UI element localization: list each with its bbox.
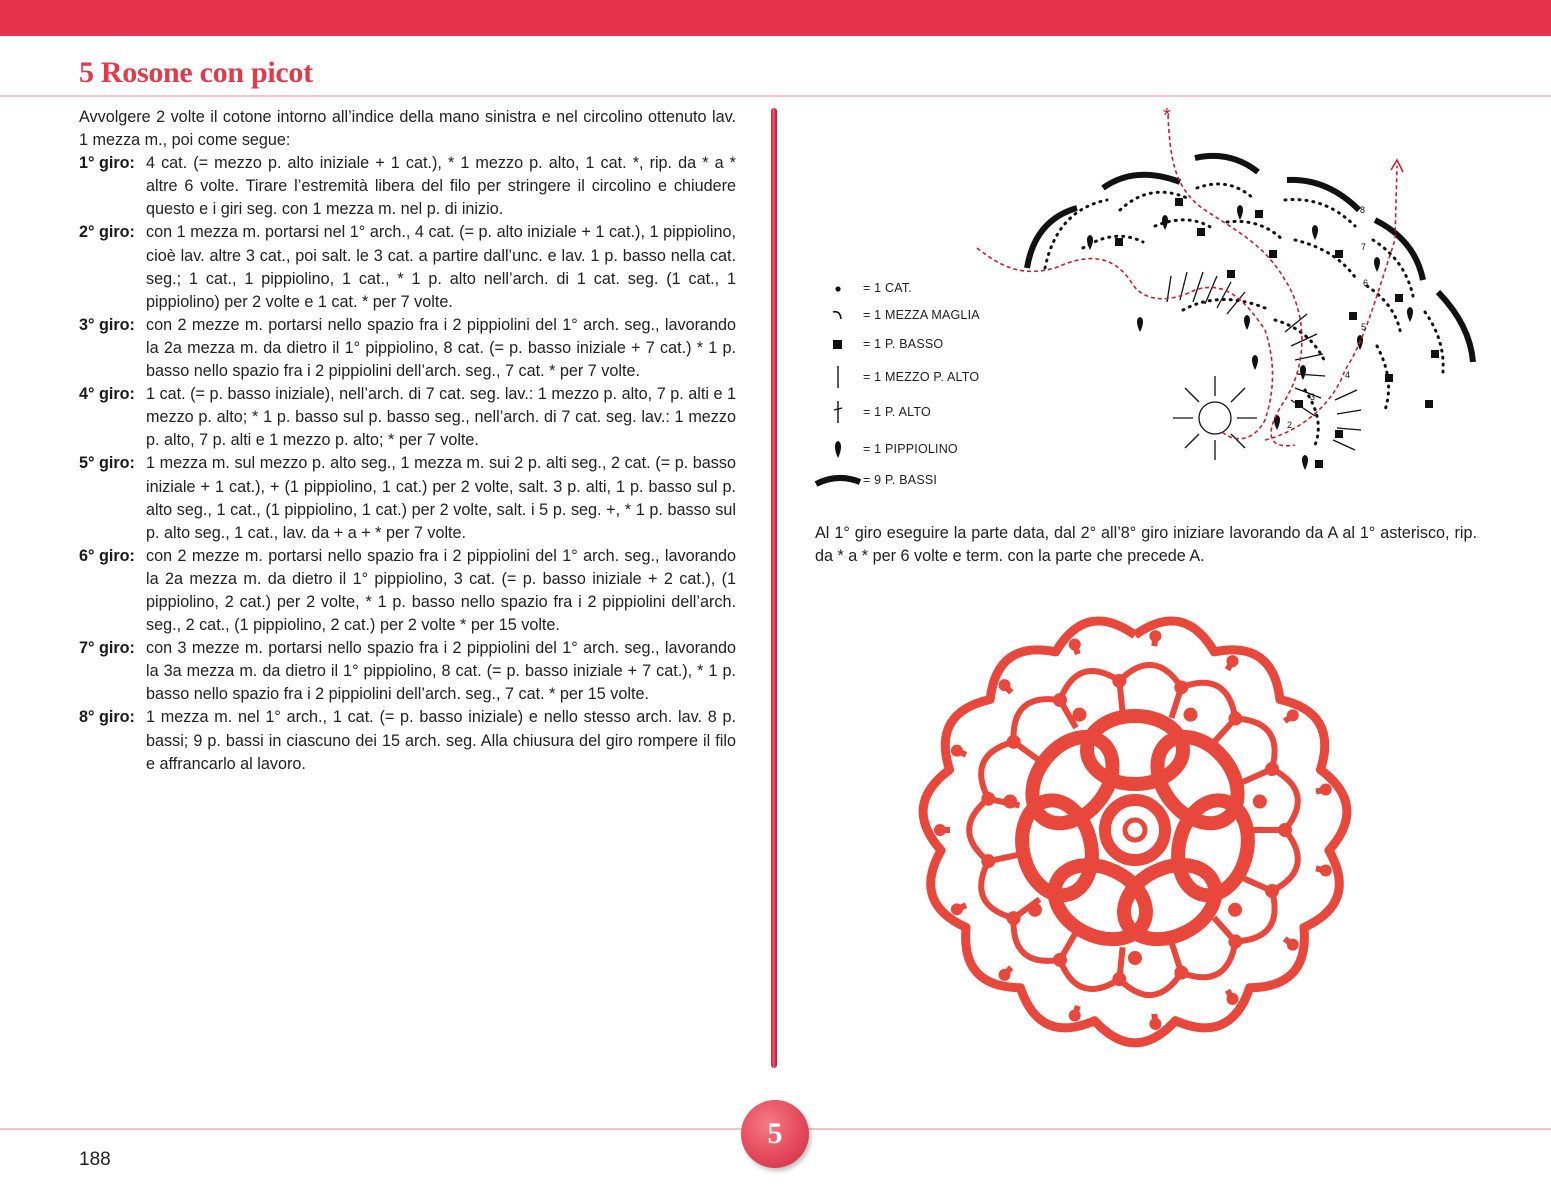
chain-dot-icon [813, 278, 863, 298]
half-double-crochet-icon [813, 367, 863, 387]
round-2 [79, 221, 736, 313]
instructions-intro: Avvolgere 2 volte il cotone intorno all’indice della mano sinistra e nel circolino ottenuto lav. 1 mezza m., poi come segue: [79, 108, 736, 150]
round-text: con 3 mezze m. portarsi nello spazio fra i 2 pippiolini del 1° arch. seg., lavorando la 3a mezza m. da dietro il 1° pippiolino, 8 cat. (= p. basso iniziale + 7 cat.), * 1 p. basso nello spazio fra i 2 pippiolini dell’arch. seg., 7 cat. * per 15 volte. [146, 639, 736, 704]
round-text: 1 cat. (= p. basso iniziale), nell’arch. di 7 cat. seg. lav.: 1 mezzo p. alto, 7 p. alti e 1 mezzo p. alto; * 1 p. basso sul p. basso seg., nell’arch. di 7 cat. seg. lav.: 1 mezzo p. alto, 7 p. alti e 1 mezzo p. alto; * per 7 volte. [146, 385, 736, 450]
outer-arc [1375, 220, 1423, 280]
round-text: 1 mezza m. nel 1° arch., 1 cat. (= p. basso iniziale) e nello stesso arch. lav. 8 p. bassi; 9 p. bassi in ciascuno dei 15 arch. seg. Alla chiusura del giro rompere il filo e affrancarlo al lavoro. [146, 708, 736, 773]
outer-arc [1103, 175, 1180, 188]
legend-label: = 1 MEZZO P. ALTO [863, 370, 980, 384]
legend-item-nine-sc [813, 470, 937, 490]
round-label: 8° giro: [79, 708, 135, 727]
yarn-ball-badge [741, 1100, 809, 1168]
legend-item-picot [813, 439, 958, 459]
outer-arc [1195, 156, 1258, 172]
round-3 [79, 314, 736, 383]
diagram-round-number: 4 [1345, 370, 1351, 380]
crochet-chart-diagram [965, 100, 1485, 490]
page-title: 5 Rosone con picot [79, 56, 313, 89]
slip-stitch-icon [813, 305, 863, 325]
legend-item-chain [813, 278, 912, 298]
page-number: 188 [79, 1149, 111, 1170]
legend-label: = 1 MEZZA MAGLIA [863, 308, 980, 322]
picot-icon [813, 439, 863, 459]
diagram-round-number: 5 [1361, 322, 1367, 332]
diagram-round-number: 7 [1361, 242, 1367, 252]
round-label: 6° giro: [79, 546, 135, 565]
legend-item-double [813, 402, 931, 422]
instructions-column [79, 106, 736, 776]
nine-single-crochet-arc-icon [813, 470, 863, 490]
legend-label: = 1 P. ALTO [863, 405, 931, 419]
round-text: con 2 mezze m. portarsi nello spazio fra i 2 pippiolini del 1° arch. seg., lavorando la 2a mezza m. da dietro il 1° pippiolino, 3 cat. (= p. basso iniziale + 2 cat.), (1 pippiolino, 2 cat.) per 2 volte, * 1 p. basso nello spazio fra i 2 pippiolini dell’arch. seg., 2 cat., (1 pippiolino, 2 cat.) per 2 volte * per 15 volte. [146, 546, 736, 635]
crochet-doily-photo [900, 595, 1370, 1065]
outer-arc [1287, 180, 1359, 210]
legend-item-half-double [813, 367, 979, 387]
legend-label: = 1 CAT. [863, 281, 912, 295]
diagram-round-number: 3 [1310, 392, 1316, 402]
diagram-round-number: 2 [1287, 420, 1293, 430]
single-crochet-square-icon [813, 334, 863, 354]
round-5 [79, 452, 736, 544]
round-label: 3° giro: [79, 315, 135, 334]
double-crochet-icon [813, 402, 863, 422]
diagram-round-number: 6 [1363, 278, 1369, 288]
round-label: 7° giro: [79, 639, 135, 658]
chart-note: Al 1° giro eseguire la parte data, dal 2° all’8° giro iniziare lavorando da A al 1° asterisco, rip. da * a * per 6 volte e term. con la parte che precede A. [815, 524, 1477, 566]
legend-label: = 1 PIPPIOLINO [863, 442, 958, 456]
legend-label: = 9 P. BASSI [863, 473, 938, 487]
legend-label: = 1 P. BASSO [863, 337, 944, 351]
yarn-divider [771, 108, 777, 1068]
badge-number: 5 [767, 1117, 783, 1150]
round-label: 5° giro: [79, 454, 135, 473]
round-label: 4° giro: [79, 385, 135, 404]
round-8 [79, 706, 736, 775]
round-1 [79, 152, 736, 221]
round-4 [79, 383, 736, 452]
round-label: 2° giro: [79, 223, 135, 242]
round-text: con 1 mezza m. portarsi nel 1° arch., 4 cat. (= p. alto iniziale + 1 cat.), 1 pippiolino, cioè lav. altre 3 cat., poi salt. le 3 cat. a partire dall’unc. e lav. 1 p. basso nella cat. seg.; 1 cat., 1 pippiolino, 1 cat., * 1 p. alto nell’arch. di 1 cat. seg. (1 cat., 1 pippiolino) per 2 volte e 1 cat. * per 7 volte. [146, 223, 736, 311]
round-text: 1 mezza m. sul mezzo p. alto seg., 1 mezza m. sui 2 p. alti seg., 2 cat. (= p. basso iniziale + 1 cat.), + (1 pippiolino, 1 cat.) per 2 volte, salt. 3 p. alti, 1 p. basso sul p. alto seg., 1 cat., (1 pippiolino, 1 cat.) per 2 volte, salt. i 5 p. seg. +, * 1 p. basso sul p. alto seg., 1 cat., lav. da + a + * per 7 volte. [146, 454, 736, 542]
round-7 [79, 637, 736, 706]
top-accent-bar [0, 0, 1551, 36]
diagram-round-number: 8 [1360, 205, 1366, 215]
round-label: 1° giro: [79, 154, 135, 173]
round-6 [79, 545, 736, 637]
diagram-asterisk: * [1163, 105, 1171, 127]
legend-item-slip [813, 305, 980, 325]
round-text: 4 cat. (= mezzo p. alto iniziale + 1 cat.), * 1 mezzo p. alto, 1 cat. *, rip. da * a * altre 6 volte. Tirare l’estremità libera del filo per stringere il circolino e chiudere questo e i giri seg. con 1 mezza m. nel p. di inizio. [146, 154, 736, 219]
title-divider [0, 95, 1551, 97]
round-text: con 2 mezze m. portarsi nello spazio fra i 2 pippiolini del 1° arch. seg., lavorando la 2a mezza m. da dietro il 1° pippiolino, 8 cat. (= p. basso iniziale + 7 cat.) * 1 p. basso nello spazio fra i 2 pippiolini dell’arch. seg., 7 cat. * per 7 volte. [146, 315, 736, 381]
legend-item-single [813, 334, 943, 354]
